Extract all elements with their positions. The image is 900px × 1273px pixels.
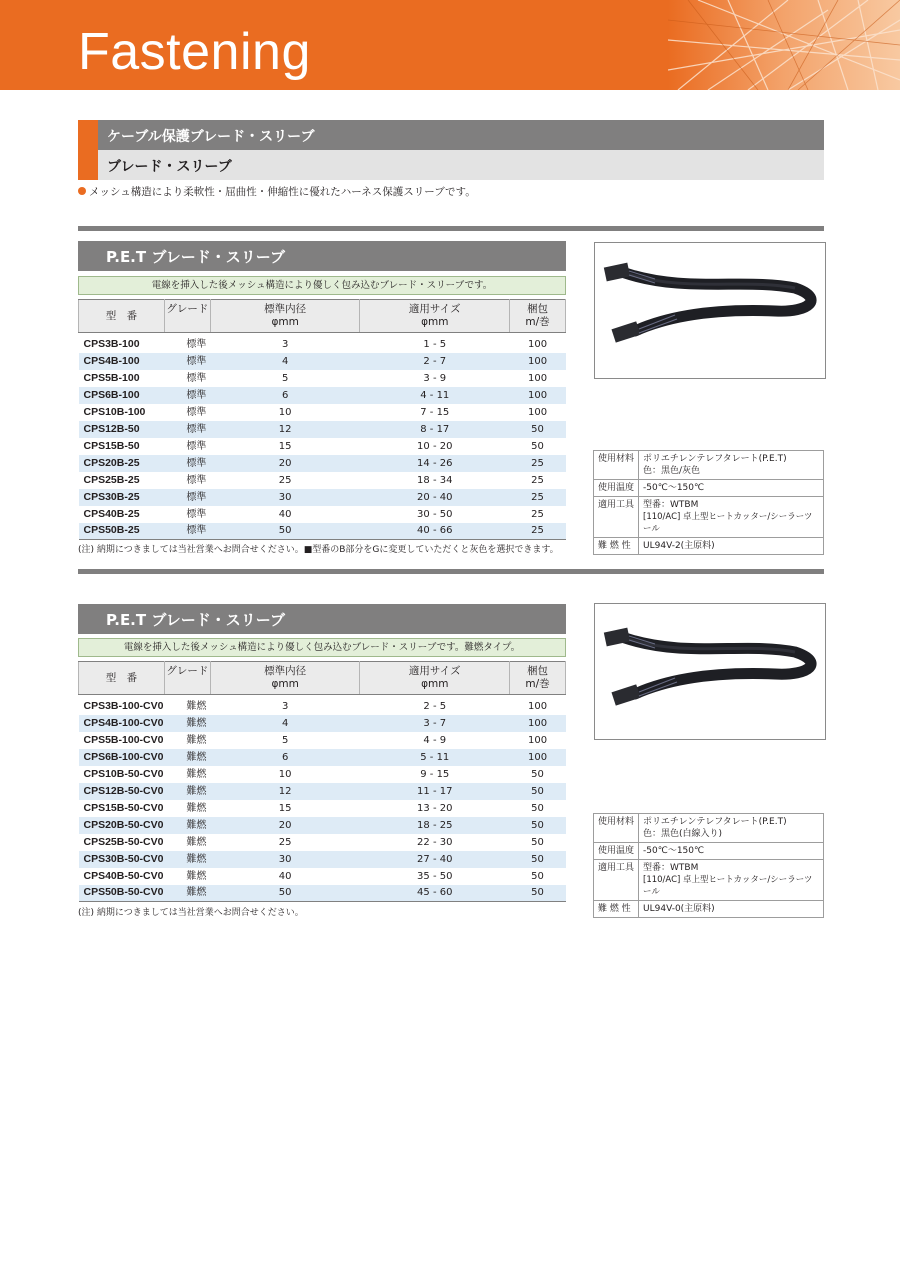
cell-model: CPS4B-100-CV0 bbox=[79, 715, 165, 732]
cell-model: CPS6B-100 bbox=[79, 387, 165, 404]
header-decorative-image bbox=[668, 0, 900, 90]
cell-grade: 標準 bbox=[164, 489, 210, 506]
section-title-bar bbox=[78, 604, 566, 634]
property-line: 色：黒色/灰色 bbox=[643, 466, 701, 476]
cell-size: 27 - 40 bbox=[360, 851, 510, 868]
property-line: UL94V-2(主原料) bbox=[643, 541, 715, 551]
cell-pack: 100 bbox=[527, 700, 548, 712]
cell-pack: 25 bbox=[510, 455, 566, 472]
cell-size: 22 - 30 bbox=[417, 836, 453, 848]
col-inner-diameter bbox=[210, 300, 360, 333]
spec-table bbox=[78, 661, 566, 902]
cell-model: CPS20B-25 bbox=[79, 455, 165, 472]
cell-model: CPS3B-100-CV0 bbox=[83, 699, 164, 712]
section-title: P.E.T ブレード・スリーブ bbox=[106, 248, 285, 266]
table-row bbox=[79, 698, 566, 715]
cell-size: 10 - 20 bbox=[417, 440, 453, 452]
cell-inner: 4 bbox=[210, 353, 360, 370]
cell-pack: 25 bbox=[531, 474, 544, 486]
cell-size: 3 - 9 bbox=[423, 372, 447, 384]
cell-model: CPS30B-25 bbox=[79, 489, 165, 506]
cell-grade: 標準 bbox=[186, 440, 207, 452]
cell-size: 5 - 11 bbox=[360, 749, 510, 766]
cell-size: 35 - 50 bbox=[417, 870, 453, 882]
cell-size: 4 - 9 bbox=[423, 734, 447, 746]
cell-size: 30 - 50 bbox=[417, 508, 453, 520]
cell-model: CPS5B-100-CV0 bbox=[83, 733, 164, 746]
cell-pack: 100 bbox=[527, 734, 548, 746]
properties-table bbox=[593, 450, 824, 555]
table-row bbox=[79, 336, 566, 353]
cell-pack: 50 bbox=[531, 870, 544, 882]
table-row bbox=[79, 438, 566, 455]
col-inner-diameter-unit: φmm bbox=[271, 316, 299, 328]
cell-pack: 50 bbox=[531, 802, 544, 814]
cell-size: 3 - 7 bbox=[360, 715, 510, 732]
cell-grade: 標準 bbox=[186, 372, 207, 384]
property-key: 使用温度 bbox=[594, 843, 639, 860]
cell-inner: 40 bbox=[278, 870, 292, 882]
property-key: 使用材料 bbox=[594, 814, 639, 843]
properties-table bbox=[593, 813, 824, 918]
cell-inner: 15 bbox=[278, 802, 292, 814]
table-row bbox=[79, 489, 566, 506]
property-value bbox=[639, 860, 824, 901]
property-line: UL94V-0(主原料) bbox=[643, 904, 715, 914]
property-line: ポリエチレンテレフタレート(P.E.T) bbox=[643, 817, 787, 827]
cell-pack: 50 bbox=[510, 817, 566, 834]
cell-pack: 50 bbox=[531, 768, 544, 780]
cell-size: 1 - 5 bbox=[423, 338, 447, 350]
cell-inner: 5 bbox=[281, 734, 289, 746]
property-line: -50℃～150℃ bbox=[643, 483, 705, 493]
section-divider bbox=[78, 226, 824, 231]
cell-grade: 標準 bbox=[164, 387, 210, 404]
cell-inner: 6 bbox=[210, 387, 360, 404]
cell-pack: 100 bbox=[527, 338, 548, 350]
cell-grade: 難燃 bbox=[164, 749, 210, 766]
table-row bbox=[79, 885, 566, 902]
property-key: 難 燃 性 bbox=[594, 538, 639, 555]
col-applicable-size-unit: φmm bbox=[421, 316, 449, 328]
property-line: [110/AC] 卓上型ヒートカッター/シーラーツール bbox=[643, 875, 813, 897]
property-value bbox=[639, 814, 824, 843]
cell-model: CPS6B-100-CV0 bbox=[79, 749, 165, 766]
property-line: ポリエチレンテレフタレート(P.E.T) bbox=[643, 454, 787, 464]
table-row bbox=[79, 783, 566, 800]
col-applicable-size-unit: φmm bbox=[421, 678, 449, 690]
bullet-dot-icon bbox=[78, 187, 86, 195]
cell-pack: 50 bbox=[531, 836, 544, 848]
cell-size: 8 - 17 bbox=[360, 421, 510, 438]
property-line: [110/AC] 卓上型ヒートカッター/シーラーツール bbox=[643, 512, 813, 534]
cell-size: 20 - 40 bbox=[360, 489, 510, 506]
table-row bbox=[79, 387, 566, 404]
cell-pack: 100 bbox=[527, 372, 548, 384]
table-row bbox=[79, 715, 566, 732]
cell-size: 4 - 11 bbox=[360, 387, 510, 404]
cell-model: CPS5B-100 bbox=[83, 371, 140, 384]
cell-grade: 標準 bbox=[164, 353, 210, 370]
table-row bbox=[79, 868, 566, 885]
table-row bbox=[79, 353, 566, 370]
col-packing-unit: m/巻 bbox=[525, 678, 550, 690]
property-value bbox=[639, 497, 824, 538]
cell-model: CPS15B-50 bbox=[83, 439, 140, 452]
property-value bbox=[639, 480, 824, 497]
cell-size: 9 - 15 bbox=[420, 768, 450, 780]
category-title: ケーブル保護ブレード・スリーブ bbox=[107, 129, 315, 145]
col-packing bbox=[510, 662, 566, 695]
cell-inner: 15 bbox=[278, 440, 292, 452]
property-row bbox=[594, 843, 824, 860]
col-model: 型 番 bbox=[79, 300, 165, 333]
cell-model: CPS4B-100 bbox=[79, 353, 165, 370]
cell-size: 2 - 5 bbox=[423, 700, 447, 712]
cell-inner: 10 bbox=[278, 768, 292, 780]
table-note: (注) 納期につきましては当社営業へお問合せください。 bbox=[78, 908, 304, 918]
spec-table-header bbox=[79, 662, 566, 695]
cell-grade: 難燃 bbox=[186, 836, 207, 848]
cell-inner: 50 bbox=[210, 885, 360, 902]
cell-grade: 標準 bbox=[186, 406, 207, 418]
property-key: 適用工具 bbox=[594, 860, 639, 901]
subcategory-bar bbox=[78, 150, 824, 180]
cell-size: 11 - 17 bbox=[360, 783, 510, 800]
cell-grade: 難燃 bbox=[164, 885, 210, 902]
braided-sleeve-cable-image bbox=[595, 243, 825, 378]
section-description: 電線を挿入した後メッシュ構造により優しく包み込むブレード・スリーブです。難燃タイプ。 bbox=[78, 638, 566, 657]
property-line: 型番：WTBM bbox=[643, 863, 699, 873]
table-row bbox=[79, 421, 566, 438]
property-key: 使用温度 bbox=[594, 480, 639, 497]
section-title: P.E.T ブレード・スリーブ bbox=[106, 611, 285, 629]
cell-grade: 標準 bbox=[186, 474, 207, 486]
cell-size: 7 - 15 bbox=[420, 406, 450, 418]
col-packing bbox=[510, 300, 566, 333]
col-inner-diameter-unit: φmm bbox=[271, 678, 299, 690]
cell-pack: 25 bbox=[510, 523, 566, 540]
cell-grade: 難燃 bbox=[186, 870, 207, 882]
cell-inner: 12 bbox=[210, 783, 360, 800]
category-bar bbox=[78, 120, 824, 150]
table-row bbox=[79, 834, 566, 851]
cell-inner: 10 bbox=[278, 406, 292, 418]
cell-model: CPS10B-50-CV0 bbox=[83, 767, 164, 780]
cell-pack: 50 bbox=[510, 783, 566, 800]
cell-size: 45 - 60 bbox=[360, 885, 510, 902]
cell-model: CPS12B-50-CV0 bbox=[79, 783, 165, 800]
col-applicable-size bbox=[360, 662, 510, 695]
product-photo bbox=[594, 603, 826, 740]
cell-pack: 100 bbox=[510, 353, 566, 370]
property-line: 型番：WTBM bbox=[643, 500, 699, 510]
cell-grade: 標準 bbox=[186, 508, 207, 520]
col-packing-label: 梱包 bbox=[527, 303, 549, 315]
property-line: -50℃～150℃ bbox=[643, 846, 705, 856]
property-value bbox=[639, 843, 824, 860]
property-row bbox=[594, 480, 824, 497]
property-row bbox=[594, 497, 824, 538]
cell-pack: 50 bbox=[531, 440, 544, 452]
col-applicable-size-label: 適用サイズ bbox=[408, 665, 461, 677]
cell-inner: 20 bbox=[210, 455, 360, 472]
cell-inner: 50 bbox=[210, 523, 360, 540]
cell-size: 14 - 26 bbox=[360, 455, 510, 472]
col-inner-diameter-label: 標準内径 bbox=[264, 303, 307, 315]
property-value bbox=[639, 538, 824, 555]
cell-grade: 難燃 bbox=[186, 768, 207, 780]
col-grade: グレード bbox=[164, 662, 210, 695]
cell-grade: 標準 bbox=[164, 523, 210, 540]
cell-pack: 50 bbox=[510, 421, 566, 438]
table-row bbox=[79, 455, 566, 472]
cell-inner: 3 bbox=[281, 700, 289, 712]
table-row bbox=[79, 472, 566, 489]
cell-model: CPS40B-50-CV0 bbox=[83, 869, 164, 882]
table-row bbox=[79, 404, 566, 421]
cell-size: 2 - 7 bbox=[360, 353, 510, 370]
subcategory-accent bbox=[78, 150, 98, 180]
property-key: 適用工具 bbox=[594, 497, 639, 538]
property-row bbox=[594, 901, 824, 918]
property-key: 難 燃 性 bbox=[594, 901, 639, 918]
col-inner-diameter bbox=[210, 662, 360, 695]
section-title-bar bbox=[78, 241, 566, 271]
category-accent bbox=[78, 120, 98, 150]
cell-pack: 25 bbox=[510, 489, 566, 506]
property-row bbox=[594, 860, 824, 901]
spec-table-header bbox=[79, 300, 566, 333]
property-row bbox=[594, 451, 824, 480]
cell-grade: 難燃 bbox=[164, 851, 210, 868]
product-photo bbox=[594, 242, 826, 379]
table-row bbox=[79, 749, 566, 766]
cell-inner: 20 bbox=[210, 817, 360, 834]
cell-model: CPS15B-50-CV0 bbox=[83, 801, 164, 814]
cell-inner: 6 bbox=[210, 749, 360, 766]
cell-inner: 25 bbox=[278, 836, 292, 848]
cell-pack: 50 bbox=[510, 885, 566, 902]
property-line: 色：黒色(白線入り) bbox=[643, 829, 723, 839]
cell-inner: 5 bbox=[281, 372, 289, 384]
col-packing-label: 梱包 bbox=[527, 665, 549, 677]
intro-text bbox=[78, 184, 476, 199]
cell-grade: 標準 bbox=[186, 338, 207, 350]
col-applicable-size bbox=[360, 300, 510, 333]
section-divider bbox=[78, 569, 824, 574]
table-row bbox=[79, 817, 566, 834]
cell-size: 40 - 66 bbox=[360, 523, 510, 540]
cell-model: CPS12B-50 bbox=[79, 421, 165, 438]
cell-model: CPS3B-100 bbox=[83, 337, 140, 350]
cell-model: CPS10B-100 bbox=[83, 405, 146, 418]
property-row bbox=[594, 538, 824, 555]
col-applicable-size-label: 適用サイズ bbox=[408, 303, 461, 315]
cell-inner: 3 bbox=[281, 338, 289, 350]
spec-table bbox=[78, 299, 566, 540]
cell-model: CPS50B-25 bbox=[79, 523, 165, 540]
cell-pack: 100 bbox=[510, 387, 566, 404]
table-row bbox=[79, 506, 566, 523]
cell-size: 18 - 34 bbox=[417, 474, 453, 486]
cell-inner: 25 bbox=[278, 474, 292, 486]
intro-label: メッシュ構造により柔軟性・屈曲性・伸縮性に優れたハーネス保護スリーブです。 bbox=[89, 186, 476, 198]
cell-model: CPS25B-25 bbox=[83, 473, 140, 486]
page-header bbox=[0, 0, 900, 90]
cell-grade: 標準 bbox=[164, 421, 210, 438]
col-model: 型 番 bbox=[79, 662, 165, 695]
cell-grade: 難燃 bbox=[164, 817, 210, 834]
cell-grade: 難燃 bbox=[164, 783, 210, 800]
cell-grade: 標準 bbox=[164, 455, 210, 472]
cell-pack: 50 bbox=[510, 851, 566, 868]
section-description: 電線を挿入した後メッシュ構造により優しく包み込むブレード・スリーブです。 bbox=[78, 276, 566, 295]
cell-grade: 難燃 bbox=[186, 734, 207, 746]
col-packing-unit: m/巻 bbox=[525, 316, 550, 328]
property-row bbox=[594, 814, 824, 843]
col-grade: グレード bbox=[164, 300, 210, 333]
cell-size: 13 - 20 bbox=[417, 802, 453, 814]
cell-model: CPS50B-50-CV0 bbox=[79, 885, 165, 902]
cell-grade: 難燃 bbox=[186, 802, 207, 814]
table-row bbox=[79, 732, 566, 749]
table-row bbox=[79, 800, 566, 817]
cell-pack: 100 bbox=[510, 749, 566, 766]
cell-pack: 100 bbox=[510, 715, 566, 732]
page-title: Fastening bbox=[78, 23, 311, 81]
cell-grade: 難燃 bbox=[186, 700, 207, 712]
table-note: (注) 納期につきましては当社営業へお問合せください。■型番のB部分をGに変更していただくと灰色を選択できます。 bbox=[78, 545, 559, 555]
cell-model: CPS40B-25 bbox=[83, 507, 140, 520]
cell-inner: 30 bbox=[210, 489, 360, 506]
col-inner-diameter-label: 標準内径 bbox=[264, 665, 307, 677]
cell-inner: 12 bbox=[210, 421, 360, 438]
cell-model: CPS30B-50-CV0 bbox=[79, 851, 165, 868]
table-row bbox=[79, 851, 566, 868]
cell-size: 18 - 25 bbox=[360, 817, 510, 834]
table-row bbox=[79, 766, 566, 783]
cell-inner: 4 bbox=[210, 715, 360, 732]
cell-pack: 25 bbox=[531, 508, 544, 520]
subcategory-title: ブレード・スリーブ bbox=[107, 159, 232, 175]
property-value bbox=[639, 451, 824, 480]
cell-inner: 30 bbox=[210, 851, 360, 868]
cell-grade: 難燃 bbox=[164, 715, 210, 732]
cell-pack: 100 bbox=[527, 406, 548, 418]
braided-sleeve-cable-image bbox=[595, 604, 825, 739]
table-row bbox=[79, 370, 566, 387]
table-row bbox=[79, 523, 566, 540]
cell-model: CPS20B-50-CV0 bbox=[79, 817, 165, 834]
cell-inner: 40 bbox=[278, 508, 292, 520]
property-key: 使用材料 bbox=[594, 451, 639, 480]
cell-model: CPS25B-50-CV0 bbox=[83, 835, 164, 848]
property-value bbox=[639, 901, 824, 918]
